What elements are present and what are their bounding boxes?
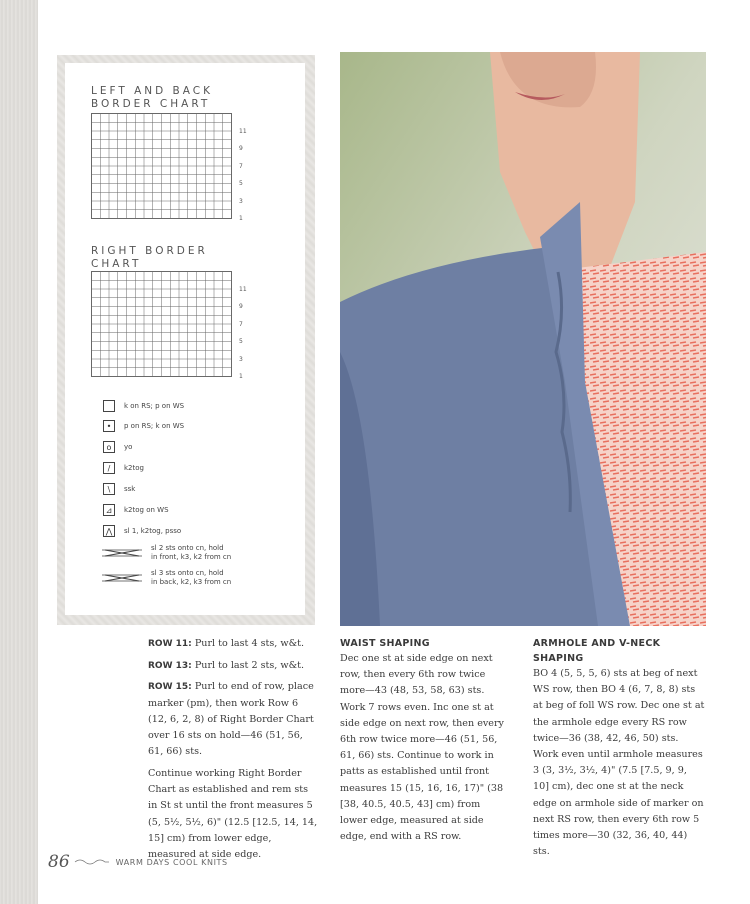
row-11-text: Purl to last 4 sts, w&t.: [191, 638, 305, 649]
left-row-num: 7: [239, 163, 243, 170]
right-row-num: 7: [239, 321, 243, 328]
page-footer: [48, 852, 228, 872]
column-1: [148, 636, 318, 869]
waist-shaping-heading: WAIST SHAPING: [340, 638, 430, 649]
purl-symbol: •: [103, 420, 115, 432]
legend-front-cross-line1: sl 2 sts onto cn, hold: [151, 544, 224, 552]
left-row-num: 9: [239, 145, 243, 152]
row-11-label: ROW 11:: [148, 639, 192, 649]
column-2: [340, 636, 510, 851]
legend-knit: [103, 398, 184, 414]
k2tog-ws-symbol: ⊿: [103, 504, 115, 516]
legend-front-cross-line2: in front, k3, k2 from cn: [151, 553, 232, 561]
legend-yo: [103, 439, 132, 455]
column-3: [533, 636, 705, 866]
front-cross-cable-icon: [101, 547, 143, 559]
sweater-photo: [340, 52, 706, 626]
left-chart-title-line2: BORDER CHART: [91, 98, 211, 110]
right-row-num: 11: [239, 286, 247, 293]
right-border-chart: [91, 271, 281, 381]
page-number: 86: [48, 852, 70, 872]
left-row-num: 3: [239, 198, 243, 205]
right-chart-title-line1: RIGHT BORDER: [91, 245, 208, 257]
continue-paragraph: Continue working Right Border Chart as established and rem sts in St st until the front measures 5 (5, 5½, 5½, 6)" (12.5 [12.5, 14, 14, 15] cm) from lower edge, measured at side edge.: [148, 767, 318, 860]
legend-k2tog: [103, 460, 144, 476]
yo-symbol: o: [103, 441, 115, 453]
waist-shaping-text: Dec one st at side edge on next row, then every 6th row twice more—43 (48, 53, 58, 63) sts. Work 7 rows even. Inc one st at side edge on next row, then every 6th row twice more—46 (51, 56, 61, 66) sts. Continue to work in patts as established until front measures 15 (15, 16, 16, 17)" (38 [38, 40.5, 40.5, 43] cm) from lower edge, measured at side edge, end with a RS row.: [340, 653, 504, 843]
legend-sk2p-label: sl 1, k2tog, psso: [124, 526, 182, 535]
left-row-num: 1: [239, 215, 243, 222]
row-13-instruction: [148, 658, 318, 674]
chart-panel-inner: [65, 63, 305, 615]
right-row-num: 3: [239, 356, 243, 363]
right-row-num: 5: [239, 338, 243, 345]
knit-symbol: [103, 400, 115, 412]
row-13-text: Purl to last 2 sts, w&t.: [191, 659, 305, 671]
legend-back-cross-line2: in back, k2, k3 from cn: [151, 578, 232, 586]
legend-ssk-label: ssk: [124, 484, 136, 493]
legend-purl-label: p on RS; k on WS: [124, 421, 185, 430]
page-edge-texture: [0, 0, 38, 904]
row-13-label: ROW 13:: [148, 660, 192, 671]
legend-sk2p: [103, 523, 181, 539]
legend-k2tog-ws: [103, 502, 169, 518]
armhole-text: BO 4 (5, 5, 5, 6) sts at beg of next WS row, then BO 4 (6, 7, 8, 8) sts at beg of foll WS row. Dec one st at the armhole edge every RS row twice—36 (38, 42, 46, 50) sts. Work even until armhole measures 3 (3, 3½, 3½, 4)" (7.5 [7.5, 9, 9, 10] cm), dec one st at the neck edge on armhole side of marker on next RS row, then every 6th row 5 times more—30 (32, 36, 40, 44) sts.: [533, 668, 705, 858]
row-15-text: Purl to end of row, place marker (pm), then work Row 6 (12, 6, 2, 8) of Right Border Chart over 16 sts on hold—46 (51, 56, 61, 66) sts.: [148, 681, 314, 758]
legend-back-cross-line1: sl 3 sts onto cn, hold: [151, 569, 224, 577]
ssk-symbol: \: [103, 483, 115, 495]
legend-purl: [103, 418, 184, 434]
left-row-num: 11: [239, 128, 247, 135]
back-cross-cable-icon: [101, 572, 143, 584]
left-chart-title-line1: LEFT AND BACK: [91, 85, 213, 97]
row-15-instruction: [148, 679, 318, 760]
right-row-num: 1: [239, 373, 243, 380]
ornament-icon: [74, 858, 110, 866]
legend-knit-label: k on RS; p on WS: [124, 401, 185, 410]
row-15-label: ROW 15:: [148, 682, 192, 693]
sk2p-symbol: ⋀: [103, 525, 115, 537]
left-row-num: 5: [239, 180, 243, 187]
right-row-num: 9: [239, 303, 243, 310]
left-border-chart: [91, 113, 281, 223]
legend-front-cross: [101, 541, 231, 565]
legend-back-cross: [101, 566, 231, 590]
armhole-heading: ARMHOLE AND V-NECK SHAPING: [533, 638, 661, 664]
k2tog-symbol: /: [103, 462, 115, 474]
legend-yo-label: yo: [124, 442, 133, 451]
right-chart-title: [91, 245, 208, 271]
legend-ssk: [103, 481, 135, 497]
left-chart-title: [91, 85, 213, 111]
row-11-instruction: [148, 636, 318, 652]
chart-panel: [57, 55, 315, 625]
legend-k2tog-label: k2tog: [124, 463, 144, 472]
right-chart-title-line2: CHART: [91, 258, 142, 270]
sweater-illustration: [340, 52, 706, 626]
legend-k2tog-ws-label: k2tog on WS: [124, 505, 169, 514]
book-title: WARM DAYS COOL KNITS: [115, 857, 228, 867]
